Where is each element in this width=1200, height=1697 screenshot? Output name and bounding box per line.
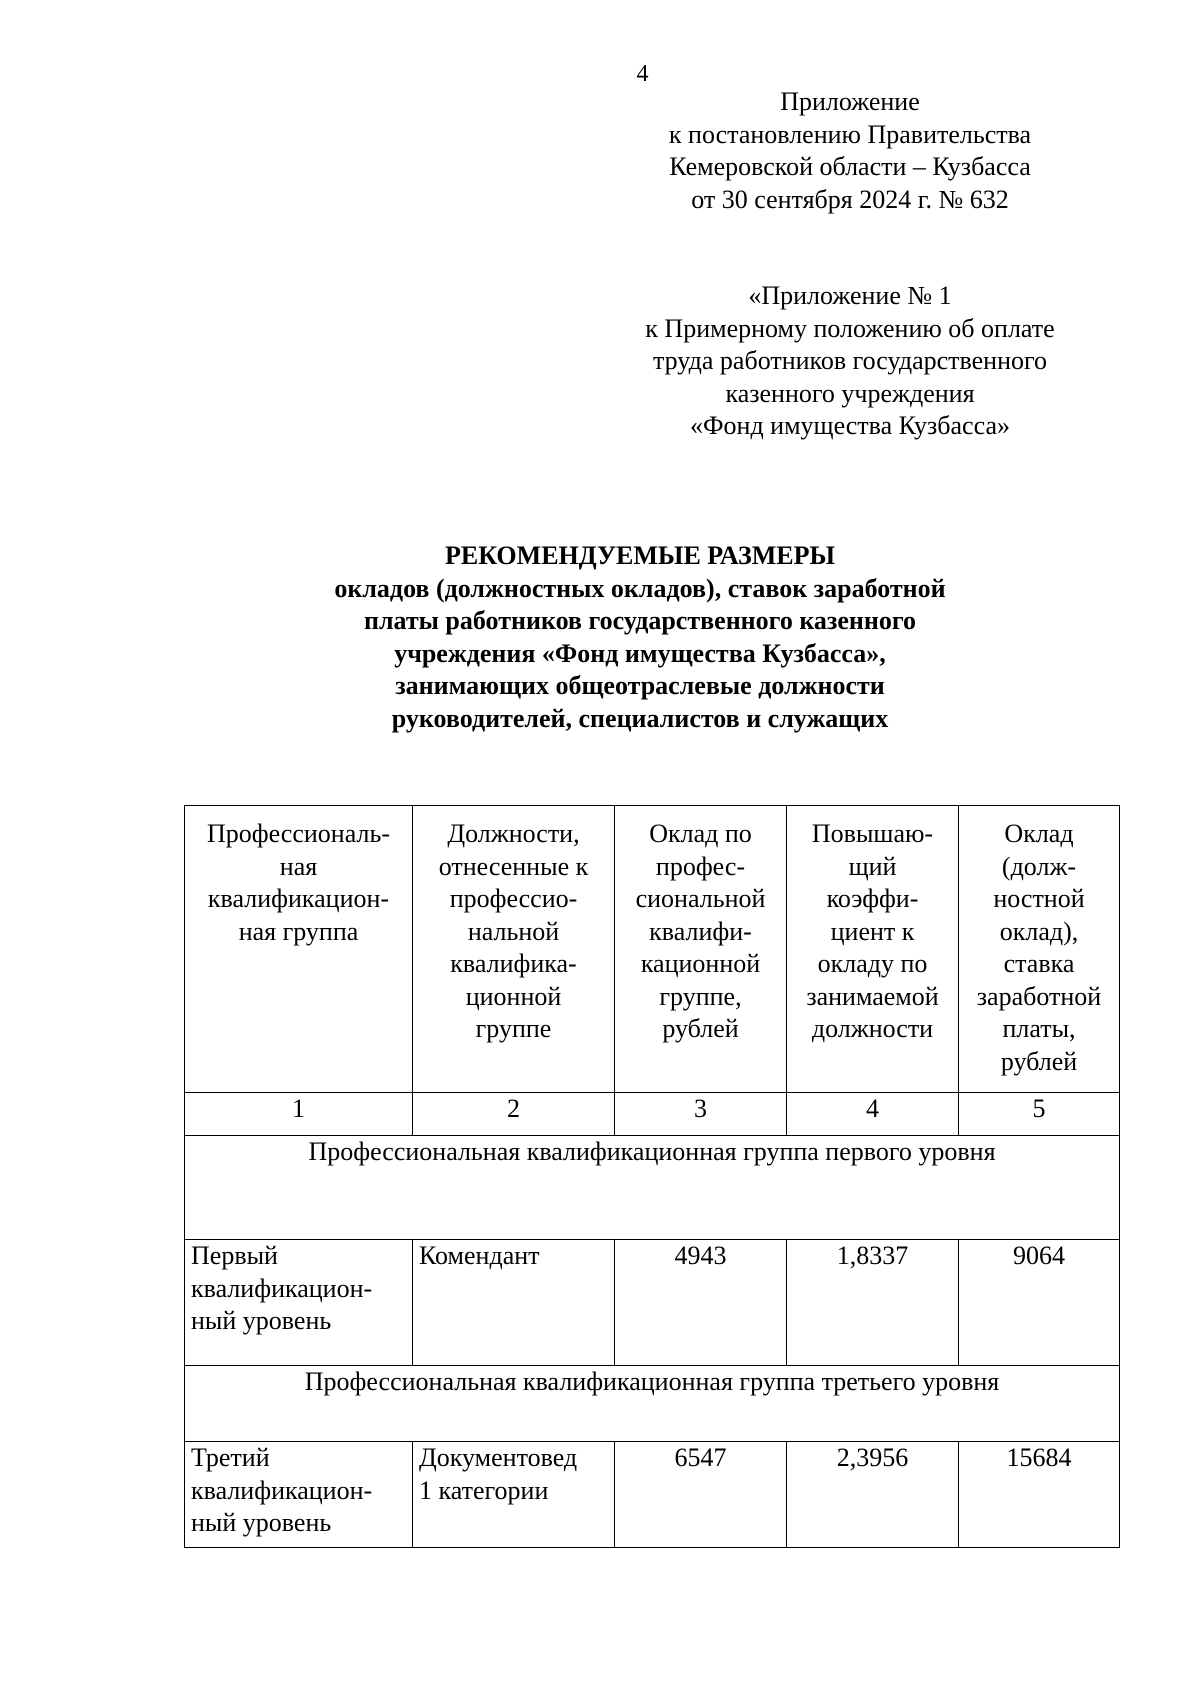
table-row bbox=[185, 1442, 1120, 1548]
table-row bbox=[185, 1240, 1120, 1366]
header-line: Профессиональ- bbox=[207, 819, 390, 848]
document-title bbox=[160, 540, 1120, 735]
header-line: профес- bbox=[655, 851, 746, 881]
title-line: занимающих общеотраслевые должности bbox=[395, 671, 885, 700]
position-line: Документовед bbox=[419, 1443, 578, 1472]
approval-line: Приложение bbox=[780, 87, 920, 116]
salary-table bbox=[184, 805, 1120, 1548]
header-line: Оклад по bbox=[649, 819, 752, 848]
qualification-level-cell bbox=[185, 1442, 413, 1548]
salary-cell: 9064 bbox=[959, 1240, 1120, 1366]
qualification-level-line: квалификацион- bbox=[191, 1475, 373, 1505]
header-line: группе bbox=[475, 1014, 552, 1043]
approval-line: от 30 сентября 2024 г. № 632 bbox=[691, 184, 1009, 214]
appendix-line: казенного учреждения bbox=[725, 378, 975, 408]
title-line: окладов (должностных окладов), ставок заработной bbox=[334, 573, 946, 603]
appendix-line: труда работников государственного bbox=[652, 346, 1048, 375]
position-cell bbox=[413, 1240, 615, 1366]
header-line: окладу по bbox=[817, 949, 928, 978]
qualification-level-cell bbox=[185, 1240, 413, 1366]
header-line: квалифи- bbox=[649, 916, 752, 946]
header-line: Должности, bbox=[447, 819, 580, 848]
header-line: кационной bbox=[640, 949, 761, 978]
approval-line: к постановлению Правительства bbox=[668, 119, 1032, 149]
qualification-level-line: Первый bbox=[191, 1241, 278, 1270]
qualification-level-line: квалификацион- bbox=[191, 1273, 373, 1303]
table-header-row bbox=[185, 806, 1120, 1093]
approval-block bbox=[610, 86, 1090, 216]
group-title: Профессиональная квалификационная группа третьего уровня bbox=[185, 1366, 1120, 1442]
header-line: группе, bbox=[659, 981, 742, 1011]
header-line: квалификацион- bbox=[207, 884, 390, 913]
header-line: оклад), bbox=[999, 916, 1079, 946]
header-line: должности bbox=[811, 1014, 934, 1043]
title-line: учреждения «Фонд имущества Кузбасса», bbox=[394, 638, 886, 668]
header-line: профессио- bbox=[449, 884, 578, 913]
header-line: Оклад bbox=[1004, 819, 1074, 848]
header-line: сиональной bbox=[635, 884, 766, 913]
qualification-level-line: ный уровень bbox=[191, 1508, 332, 1537]
group-title-row bbox=[185, 1136, 1120, 1240]
appendix-block bbox=[610, 280, 1090, 443]
header-line: ная bbox=[279, 851, 318, 881]
header-cell-positions bbox=[413, 806, 615, 1093]
column-number: 1 bbox=[185, 1093, 413, 1136]
base-salary-cell: 6547 bbox=[615, 1442, 787, 1548]
header-line: Повышаю- bbox=[811, 819, 934, 848]
coefficient-cell: 1,8337 bbox=[787, 1240, 959, 1366]
appendix-line: к Примерному положению об оплате bbox=[645, 313, 1055, 343]
header-cell-qualification-group bbox=[185, 806, 413, 1093]
header-cell-coefficient bbox=[787, 806, 959, 1093]
group-title-row bbox=[185, 1366, 1120, 1442]
header-line: ная группа bbox=[238, 916, 359, 946]
position-line: 1 категории bbox=[419, 1475, 549, 1505]
header-line: платы, bbox=[1002, 1014, 1076, 1043]
column-number: 2 bbox=[413, 1093, 615, 1136]
header-line: (долж- bbox=[1001, 851, 1077, 881]
header-cell-salary bbox=[959, 806, 1120, 1093]
group-title: Профессиональная квалификационная группа первого уровня bbox=[185, 1136, 1120, 1240]
appendix-line: «Фонд имущества Кузбасса» bbox=[690, 411, 1010, 440]
appendix-line: «Приложение № 1 bbox=[748, 281, 952, 310]
base-salary-cell: 4943 bbox=[615, 1240, 787, 1366]
position-cell bbox=[413, 1442, 615, 1548]
page-number: 4 bbox=[636, 61, 649, 87]
column-number: 4 bbox=[787, 1093, 959, 1136]
header-line: нальной bbox=[467, 916, 560, 946]
header-line: щий bbox=[848, 851, 897, 881]
header-line: ностной bbox=[993, 884, 1085, 913]
title-line: руководителей, специалистов и служащих bbox=[391, 703, 889, 733]
column-number-row bbox=[185, 1093, 1120, 1136]
header-line: рублей bbox=[1000, 1046, 1078, 1076]
qualification-level-line: ный уровень bbox=[191, 1306, 332, 1335]
header-line: квалифика- bbox=[450, 949, 577, 978]
header-line: занимаемой bbox=[806, 981, 939, 1011]
coefficient-cell: 2,3956 bbox=[787, 1442, 959, 1548]
header-line: отнесенные к bbox=[438, 851, 589, 881]
salary-cell: 15684 bbox=[959, 1442, 1120, 1548]
header-line: заработной bbox=[976, 981, 1102, 1011]
header-line: ционной bbox=[465, 981, 562, 1011]
header-line: циент к bbox=[830, 916, 915, 946]
title-line: платы работников государственного казенного bbox=[363, 606, 917, 635]
column-number: 5 bbox=[959, 1093, 1120, 1136]
header-line: рублей bbox=[662, 1014, 739, 1043]
header-line: ставка bbox=[1003, 949, 1075, 978]
qualification-level-line: Третий bbox=[191, 1443, 270, 1472]
position-line: Комендант bbox=[419, 1241, 540, 1270]
header-line: коэффи- bbox=[826, 884, 919, 913]
header-cell-base-salary bbox=[615, 806, 787, 1093]
column-number: 3 bbox=[615, 1093, 787, 1136]
approval-line: Кемеровской области – Кузбасса bbox=[669, 152, 1031, 181]
title-line: РЕКОМЕНДУЕМЫЕ РАЗМЕРЫ bbox=[445, 541, 835, 570]
